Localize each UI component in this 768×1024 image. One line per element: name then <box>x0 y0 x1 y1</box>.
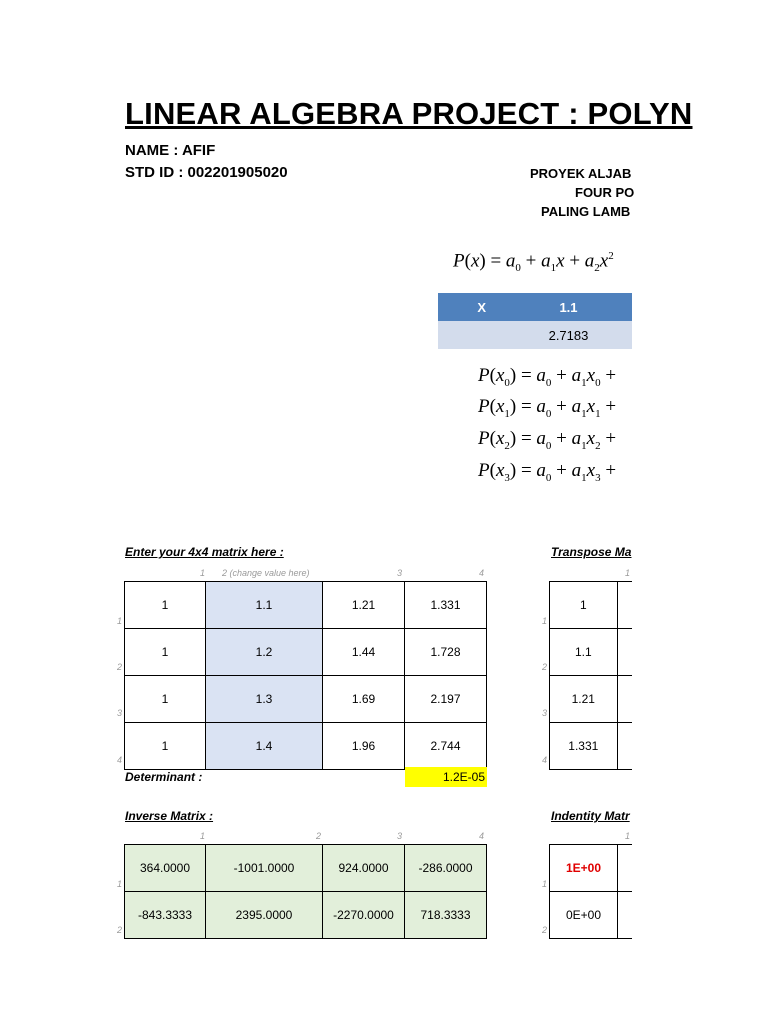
proyek-line-3: PALING LAMB <box>541 204 631 219</box>
matrix-cell[interactable]: 2.744 <box>405 723 487 770</box>
identity-col-label-1: 1 <box>625 831 631 841</box>
matrix-cell: 718.3333 <box>405 892 487 939</box>
equation-row-1: $P(x_1) = a_0 + a_1x_1$ + <box>478 396 617 420</box>
input-col-label-4: 4 <box>479 568 485 578</box>
determinant-label: Determinant : <box>125 770 203 784</box>
matrix-cell[interactable]: 1.96 <box>323 723 405 770</box>
matrix-cell[interactable]: 1.44 <box>323 629 405 676</box>
table-row <box>550 582 633 629</box>
matrix-cell[interactable]: 1 <box>125 723 206 770</box>
matrix-cell[interactable]: 1.331 <box>405 582 487 629</box>
table-row <box>550 892 633 939</box>
x-value-table <box>438 293 632 349</box>
matrix-cell: -1001.0000 <box>206 845 323 892</box>
matrix-cell: 1.21 <box>550 676 618 723</box>
transpose-title: Transpose Ma <box>551 545 632 559</box>
matrix-cell[interactable]: 2.197 <box>405 676 487 723</box>
matrix-cell: 1 <box>550 582 618 629</box>
matrix-cell: -286.0000 <box>405 845 487 892</box>
y-value: 2.7183 <box>525 321 611 349</box>
transpose-row-label-1: 1 <box>542 616 548 626</box>
table-row <box>125 676 487 723</box>
matrix-cell: 1.331 <box>550 723 618 770</box>
matrix-cell: 2395.0000 <box>206 892 323 939</box>
input-matrix <box>124 581 487 770</box>
matrix-cell-editable[interactable]: 1.2 <box>206 629 323 676</box>
input-row-label-4: 4 <box>117 755 123 765</box>
y-label-cell <box>438 321 525 349</box>
matrix-cell: 1E+00 <box>550 845 618 892</box>
inverse-col-label-3: 3 <box>397 831 403 841</box>
table-row <box>125 845 487 892</box>
input-col-label-2: 2 (change value here) <box>222 568 310 578</box>
student-id: STD ID : 002201905020 <box>125 164 288 181</box>
matrix-cell[interactable]: 1 <box>125 629 206 676</box>
matrix-cell[interactable]: 1 <box>125 582 206 629</box>
identity-row-label-2: 2 <box>542 925 548 935</box>
polynomial-formula: $P(x) = a_0 + a_1x + a_2x^2$ <box>453 250 614 275</box>
inverse-matrix <box>124 844 487 939</box>
table-row <box>550 845 633 892</box>
table-row <box>125 723 487 770</box>
equation-row-2: $P(x_2) = a_0 + a_1x_2$ + <box>478 428 617 452</box>
x-header: X <box>438 293 525 321</box>
identity-matrix <box>549 844 632 939</box>
proyek-line-2: FOUR PO <box>575 185 635 200</box>
input-row-label-3: 3 <box>117 708 123 718</box>
x-header-value: 1.1 <box>525 293 611 321</box>
matrix-cell[interactable]: 1.728 <box>405 629 487 676</box>
matrix-cell: -843.3333 <box>125 892 206 939</box>
identity-row-label-1: 1 <box>542 879 548 889</box>
table-row <box>125 629 487 676</box>
inverse-row-label-2: 2 <box>117 925 123 935</box>
transpose-col-label-1: 1 <box>625 568 631 578</box>
matrix-cell: 0E+00 <box>550 892 618 939</box>
transpose-row-label-3: 3 <box>542 708 548 718</box>
input-col-label-3: 3 <box>397 568 403 578</box>
inverse-col-label-1: 1 <box>200 831 206 841</box>
matrix-cell: 924.0000 <box>323 845 405 892</box>
matrix-cell-editable[interactable]: 1.3 <box>206 676 323 723</box>
table-row <box>550 723 633 770</box>
transpose-row-label-4: 4 <box>542 755 548 765</box>
matrix-cell: -2270.0000 <box>323 892 405 939</box>
transpose-row-label-2: 2 <box>542 662 548 672</box>
matrix-cell: 1.1 <box>550 629 618 676</box>
proyek-line-1: PROYEK ALJAB <box>530 166 632 181</box>
matrix-cell-editable[interactable]: 1.4 <box>206 723 323 770</box>
inverse-col-label-4: 4 <box>479 831 485 841</box>
student-name: NAME : AFIF <box>125 142 216 159</box>
determinant-value: 1.2E-05 <box>405 767 487 787</box>
page-title: LINEAR ALGEBRA PROJECT : POLYN <box>125 96 693 131</box>
inverse-col-label-2: 2 <box>316 831 322 841</box>
identity-title: Indentity Matr <box>551 809 630 823</box>
matrix-cell: 364.0000 <box>125 845 206 892</box>
matrix-cell-editable[interactable]: 1.1 <box>206 582 323 629</box>
matrix-cell[interactable]: 1 <box>125 676 206 723</box>
equation-row-0: $P(x_0) = a_0 + a_1x_0$ + <box>478 365 617 389</box>
table-row <box>550 676 633 723</box>
input-col-label-1: 1 <box>200 568 206 578</box>
table-row <box>125 582 487 629</box>
table-row <box>550 629 633 676</box>
matrix-cell[interactable]: 1.69 <box>323 676 405 723</box>
inverse-matrix-title: Inverse Matrix : <box>125 809 214 823</box>
equation-row-3: $P(x_3) = a_0 + a_1x_3$ + <box>478 460 617 484</box>
input-row-label-1: 1 <box>117 616 123 626</box>
table-row <box>125 892 487 939</box>
transpose-matrix <box>549 581 632 770</box>
input-row-label-2: 2 <box>117 662 123 672</box>
input-matrix-title: Enter your 4x4 matrix here : <box>125 545 284 559</box>
inverse-row-label-1: 1 <box>117 879 123 889</box>
matrix-cell[interactable]: 1.21 <box>323 582 405 629</box>
